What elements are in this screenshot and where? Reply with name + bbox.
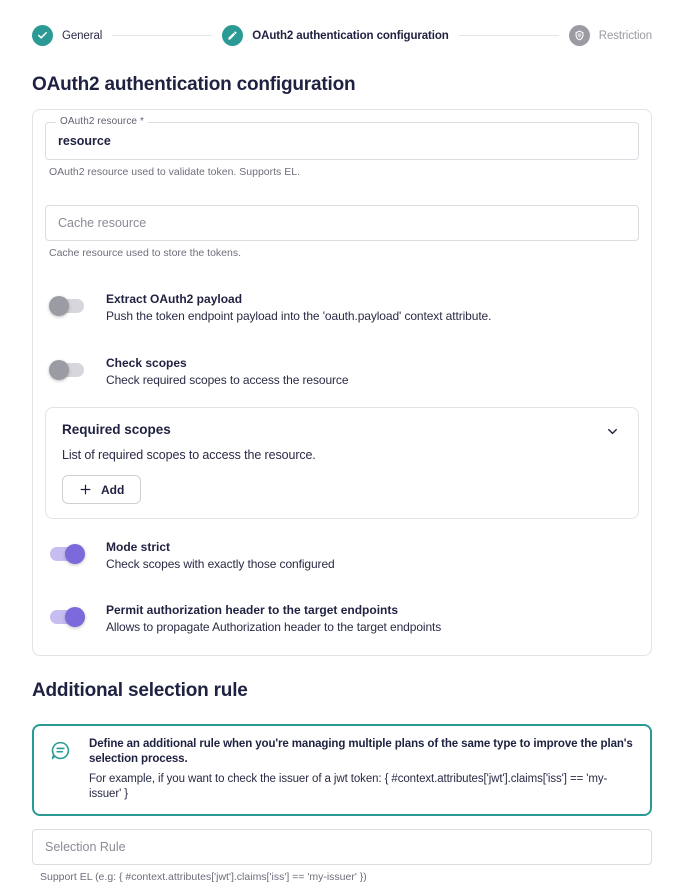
permit-auth-header-description: Allows to propagate Authorization header to the target endpoints: [106, 620, 442, 634]
oauth2-config-card: [32, 109, 652, 656]
selection-rule-hint: Support EL (e.g: { #context.attributes['jwt'].claims['iss'] == 'my-issuer' }): [40, 871, 367, 883]
step-general[interactable]: [32, 25, 102, 46]
plus-icon: [79, 483, 92, 496]
wizard-stepper: [32, 25, 652, 46]
step-general-label: General: [62, 29, 103, 42]
banner-example-text: For example, if you want to check the issuer of a jwt token: { #context.attributes['jwt'].claims['iss'] == 'my-issuer' }: [89, 773, 608, 800]
mode-strict-row: [49, 540, 635, 572]
extract-payload-row: [49, 292, 635, 324]
step-restriction[interactable]: [569, 25, 652, 46]
check-icon: [32, 25, 53, 46]
extract-payload-toggle[interactable]: [49, 296, 85, 316]
oauth2-resource-label: OAuth2 resource *: [56, 116, 148, 127]
cache-resource-input[interactable]: [58, 216, 626, 230]
check-scopes-toggle[interactable]: [49, 360, 85, 380]
oauth2-resource-input[interactable]: [58, 134, 626, 148]
oauth2-resource-hint: OAuth2 resource used to validate token. Supports EL.: [49, 166, 300, 178]
cache-resource-field: [45, 205, 639, 241]
required-scopes-title: Required scopes: [62, 422, 171, 437]
check-scopes-description: Check required scopes to access the resource: [106, 373, 349, 387]
banner-lead-text: Define an additional rule when you're managing multiple plans of the same type to improve the plan's selection process.: [89, 738, 633, 765]
toggle-thumb: [49, 360, 69, 380]
selection-rule-field: [32, 829, 652, 865]
step-restriction-label: Restriction: [598, 29, 653, 42]
mode-strict-description: Check scopes with exactly those configured: [106, 557, 335, 571]
step-connector: [112, 35, 212, 36]
step-oauth2-config[interactable]: [222, 25, 448, 46]
comment-icon: [50, 740, 71, 761]
mode-strict-title: Mode strict: [106, 540, 171, 554]
permit-auth-header-title: Permit authorization header to the target endpoints: [106, 603, 399, 617]
required-scopes-card: [45, 407, 639, 519]
step-connector: [459, 35, 559, 36]
selection-rule-section-title: Additional selection rule: [32, 680, 248, 701]
selection-rule-info-banner: [32, 724, 652, 816]
add-scope-label: Add: [101, 482, 125, 497]
oauth2-section-title: OAuth2 authentication configuration: [32, 74, 356, 95]
step-oauth2-config-label: OAuth2 authentication configuration: [252, 29, 449, 42]
extract-payload-description: Push the token endpoint payload into the 'oauth.payload' context attribute.: [106, 309, 492, 323]
edit-icon: [222, 25, 243, 46]
check-scopes-title: Check scopes: [106, 356, 187, 370]
check-scopes-row: [49, 356, 635, 388]
chevron-down-icon[interactable]: [602, 421, 622, 441]
extract-payload-title: Extract OAuth2 payload: [106, 292, 243, 306]
permit-auth-header-row: [49, 603, 635, 635]
mode-strict-toggle[interactable]: [49, 544, 85, 564]
required-scopes-description: List of required scopes to access the resource.: [62, 448, 316, 462]
selection-rule-input[interactable]: [45, 840, 639, 854]
permit-auth-header-toggle[interactable]: [49, 607, 85, 627]
toggle-thumb: [65, 607, 85, 627]
add-scope-button[interactable]: [62, 475, 141, 504]
cache-resource-hint: Cache resource used to store the tokens.: [49, 247, 242, 259]
oauth2-resource-field: [45, 116, 639, 160]
toggle-thumb: [65, 544, 85, 564]
toggle-thumb: [49, 296, 69, 316]
shield-icon: [569, 25, 590, 46]
